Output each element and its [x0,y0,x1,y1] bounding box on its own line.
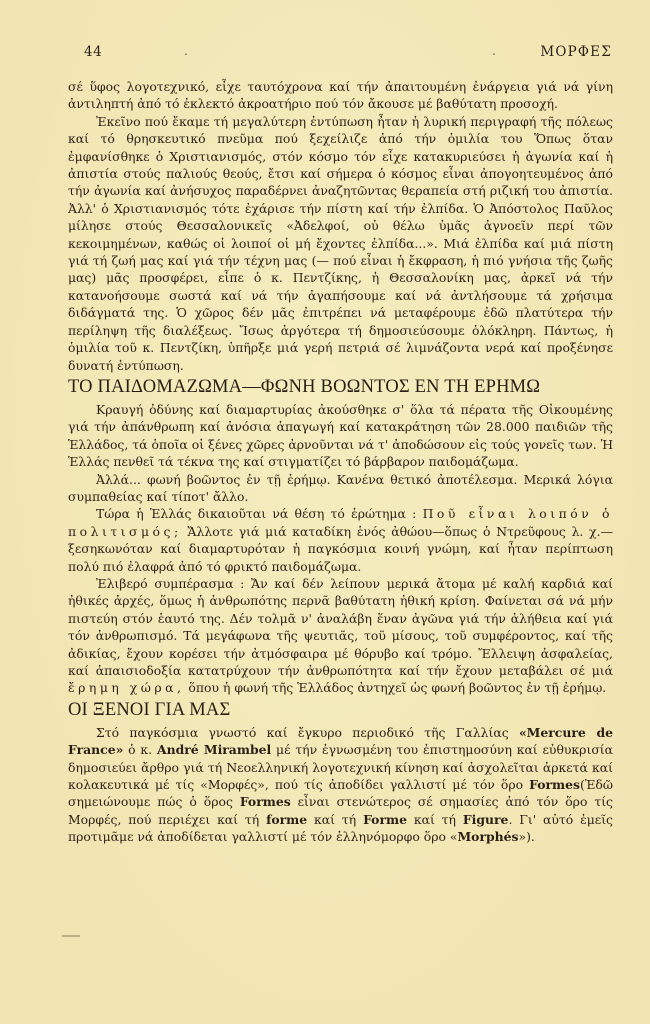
text-run: . Γι' αὐτό ἐμεῖς προτιμᾶμε νά ἀποδίδεται γαλλιστί μέ τόν ἑλληνόμορφο ὅρο « [68,811,613,845]
spaced-emphasis: Ποῦ εἶναι λοιπόν ὁ πολιτισμός; [68,506,613,539]
text-run: Στό παγκόσμια γνωστό καί ἔγκυρο περιοδικό τῆς Γαλλίας [96,724,519,740]
text-run: »). [518,829,535,845]
text-run: Τώρα ἡ Ἑλλάς δικαιοῦται νά θέση τό ἐρώτημα : [96,506,423,522]
bold-term: Formes [529,777,581,793]
text-run: μέ τήν ἐγνωσμένη του ἐπιστημοσύνη καί εὐθυκρισία δημοσιεύει ἄρθρο γιά τή Νεοελληνική λογοτεχνική κίνηση καί ἀσχολεῖται ἀρκετά καί κολακευτικά μέ τίς «Μορφές», πού τίς ἀποδίδει γαλλιστί μέ τόν ὅρο [68,742,614,793]
bold-term: «Mercure de France» [68,724,613,758]
header-dot-mark: . [184,44,189,58]
section-heading-xenoi: ΟΙ ΞΕΝΟΙ ΓΙΑ ΜΑΣ [68,699,231,720]
paragraph: Κραυγή ὀδύνης καί διαμαρτυρίας ἀκούσθηκε σ' ὅλα τά πέρατα τῆς Οἰκουμένης γιά τήν ἀπάνθρωπη καί ἀνόσια ἀπαγωγή καί κατακράτηση τῶν 28.000 παιδιῶν τῆς Ἑλλάδος, τά ὁποῖα οἱ ξένες χῶρες ἀρνοῦνται νά τ' ἀποδώσουν εἰς τούς γονεῖς των. Ἡ Ἑλλάς πενθεῖ τά τέκνα της καί στιγματίζει τό βάρβαρον παιδομάζωμα. [68,401,613,470]
bold-term: Forme [363,811,407,827]
article-body [68,78,613,846]
section-heading-paidomazoma: ΤΟ ΠΑΙΔΟΜΑΖΩΜΑ—ΦΩΝΗ ΒΟΩΝΤΟΣ ΕΝ ΤΗ ΕΡΗΜΩ [68,376,541,397]
paragraph [68,724,613,846]
journal-name: ΜΟΡΦΕΣ [540,44,612,60]
bold-term: forme [266,811,308,827]
bold-term: Formes [239,794,291,810]
paragraph [68,505,613,575]
text-run: καί τή [307,811,364,827]
bold-term: Figure [462,811,509,827]
header-dot-mark: . [492,44,497,58]
text-run: Ἄλλοτε γιά μιά καταδίκη ἑνός ἀθώου—ὅπως ὁ Ντρεῦφους λ. χ.—ξεσηκωνόταν καί διαμαρτυρόταν ἡ παγκόσμια κοινή γνώμη, καί ἦταν περίπτωση πολύ πιό ἐλαφρά ἀπό τό φρικτό παιδομάζωμα. [68,523,613,574]
text-run: εἶναι στενώτερος σέ σημασίες ἀπό τόν ὅρο τίς Μορφές, πού περιέχει καί τή [68,794,613,827]
page-number: 44 [84,44,103,60]
print-mark [62,935,80,937]
paragraph: Ἀλλά... φωνή βοῶντος ἐν τῇ ἐρήμῳ. Κανένα θετικό ἀποτέλεσμα. Μερικά λόγια συμπαθείας καί τίποτ' ἄλλο. [68,471,613,504]
paragraph [68,575,613,697]
text-run: ὅπου ἡ φωνή τῆς Ἑλλάδος ἀντηχεῖ ὡς φωνή βοῶντος ἐν τῇ ἐρήμῳ. [184,680,607,696]
bold-term: André Mirambel [156,742,272,758]
text-run: Ἐλιβερό συμπέρασμα : Ἄν καί δέν λείπουν μερικά ἄτομα μέ καλή καρδιά καί ἠθικές ἀρχές, ὅμως ἡ ἀνθρωπότης περνᾶ βαθύτατη ἠθική κρίση. Φαίνεται σά νά μήν πιστεύη στόν ἑαυτό της. Δέν τολμᾶ ν' ἀναλάβη ἕναν ἀγῶνα γιά τήν ἀλήθεια καί γιά τόν ἀνθρωπισμό. Τά μεγάφωνα τῆς ψευτιᾶς, τοῦ μίσους, τοῦ συμφέροντος, καί τῆς ἀδικίας, ἔχουν κορέσει τήν ἀτμόσφαιρα μέ θόρυβο καί τρόμο. Ἔλλειψη ἀσφαλείας, καί ἀπαισιοδοξία κατατρύχουν τήν ἀνθρωπότητα καί τήν ἔχουν μεταβάλει σέ μιά [68,575,613,678]
page-header [84,44,612,66]
spaced-emphasis: ἔρημη χώρα, [68,680,185,696]
text-run: ὁ κ. [123,742,157,758]
paragraph: σέ ὕφος λογοτεχνικό, εἶχε ταυτόχρονα καί τήν ἀπαιτουμένη ἐνάργεια γιά νά γίνη ἀντιληπτή ἀπό τό ἐκλεκτό ἀκροατήριο πού τόν ἄκουσε μέ βαθύτατη προσοχή. [68,79,613,112]
paragraph: Ἐκεῖνο πού ἔκαμε τή μεγαλύτερη ἐντύπωση ἦταν ἡ λυρική περιγραφή τῆς πόλεως καί τό θρησκευτικό πνεῦμα πού ξεχείλιζε ἀπό τήν ὁμιλία του Ὅπως ὅταν ἐμφανίσθηκε ὁ Χριστιανισμός, στόν κόσμο τόν εἶχε κατακυριεύσει ἡ ἀγωνία καί ἡ ἀπιστία στούς παλιούς θεούς, ἔτσι καί σήμερα ὁ κόσμος εἶναι ἀπογοητευμένος ἀπό τήν ἀγωνία καί ἀνήσυχος παραδέρνει ἀναζητῶντας θεραπεία στή ριζική του ἀπιστία. Ἀλλ' ὁ Χριστιανισμός τότε ἐχάρισε τήν πίστη καί τήν ἐλπίδα. Ὁ Ἀπόστολος Παῦλος μίλησε στούς Θεσσαλονικεῖς «Ἀδελφοί, οὐ θέλω ὑμᾶς ἀγνοεῖν περί τῶν κεκοιμημένων, καθώς οἱ λοιποί οἱ μή ἔχοντες ἐλπίδα...». Μιά ἐλπίδα καί μιά πίστη γιά τή ζωή μας καί γιά τήν τέχνη μας (— πού εἶναι ἡ ἔκφραση, ἡ πιό γνήσια τῆς ζωῆς μας) μᾶς προσφέρει, εἶπε ὁ κ. Πεντζίκης, ἡ Θεσσαλονίκη μας, ἀρκεῖ νά τήν κατανοήσουμε σωστά καί νά τήν ἀγαπήσουμε καί νά ἀντλήσουμε τά χρήσιμα διδάγματά της. Ὁ χῶρος δέν μᾶς ἐπιτρέπει νά μεταφέρουμε ἐδῶ πλατύτερα τήν περίληψη τῆς διαλέξεως. Ἴσως ἀργότερα τή δημοσιεύσουμε ὁλόκληρη. Πάντως, ἡ ὁμιλία τοῦ κ. Πεντζίκη, ὑπῆρξε μιά γερή πετριά σέ λιμνάζοντα νερά καί προξένησε δυνατή ἐντύπωση. [68,113,613,373]
text-run: καί τή [406,811,463,827]
bold-term: Morphés [457,829,519,845]
text-run: (Ἐδῶ σημειώνουμε πώς ὁ ὅρος [68,777,613,810]
